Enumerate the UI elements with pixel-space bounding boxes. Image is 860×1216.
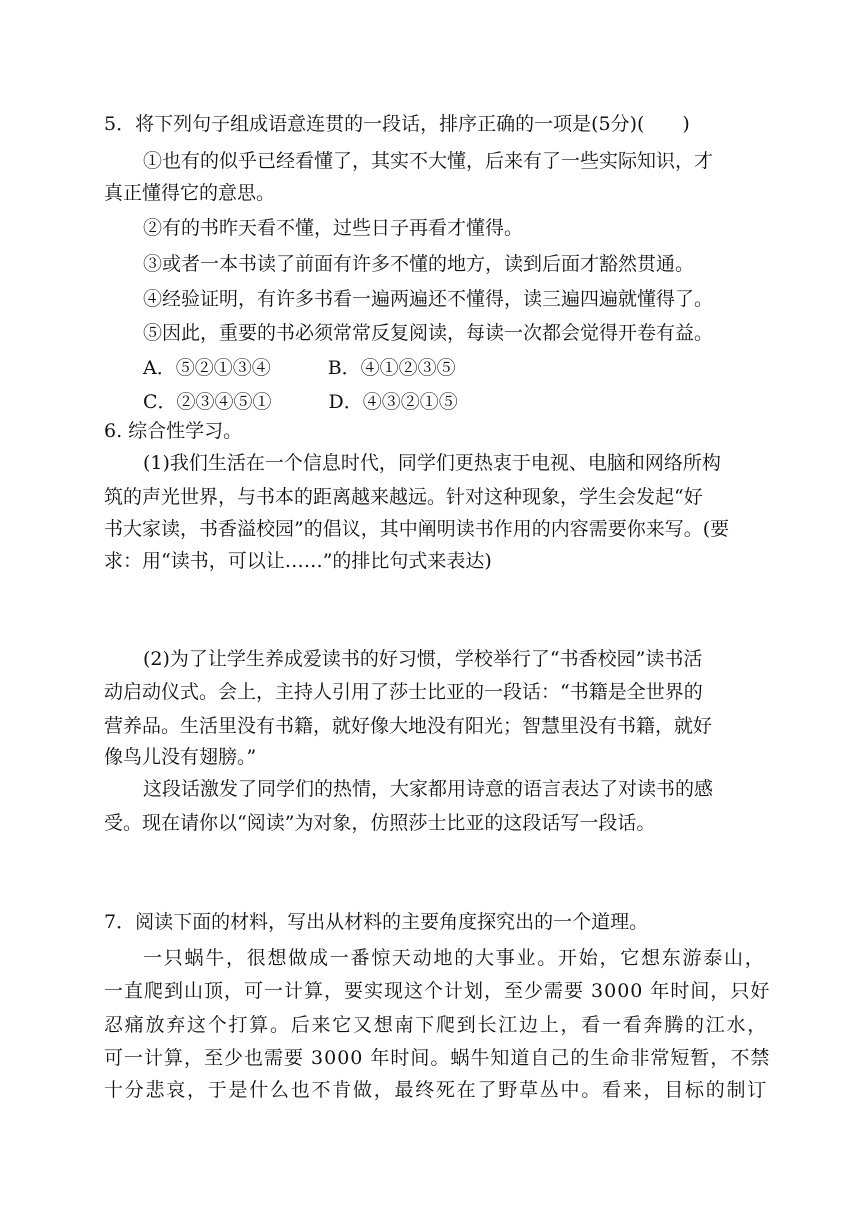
sentence-4: ④经验证明，有许多书看一遍两遍还不懂得，读三遍四遍就懂得了。: [143, 288, 714, 310]
question-6-stem: 6. 综合性学习。: [104, 420, 243, 442]
part-2-para-2-line-1: 这段话激发了同学们的热情，大家都用诗意的语言表达了对读书的感: [143, 778, 714, 800]
options-row-1: A．⑤②①③④ B．④①②③⑤: [143, 357, 456, 379]
sentence-2: ②有的书昨天看不懂，过些日子再看才懂得。: [143, 217, 524, 239]
part-1-line-1: (1)我们生活在一个信息时代，同学们更热衷于电视、电脑和网络所构: [143, 452, 721, 474]
sentence-5: ⑤因此，重要的书必须常常反复阅读，每读一次都会觉得开卷有益。: [143, 322, 714, 344]
part-2-line-3: 营养品。生活里没有书籍，就好像大地没有阳光；智慧里没有书籍，就好: [104, 715, 713, 737]
part-1-line-3: 书大家读，书香溢校园”的倡议，其中阐明读书作用的内容需要你来写。(要: [104, 518, 730, 540]
material-line-4: 可一计算，至少也需要 3000 年时间。蜗牛知道自己的生命非常短暂，不禁: [104, 1047, 771, 1069]
material-line-1: 一只蜗牛，很想做成一番惊天动地的大事业。开始，它想东游泰山，: [143, 947, 766, 969]
part-2-line-4: 像鸟儿没有翅膀。”: [104, 746, 257, 768]
part-1-line-4: 求：用“读书，可以让……”的排比句式来表达): [104, 550, 492, 572]
part-2-para-2-line-2: 受。现在请你以“阅读”为对象，仿照莎士比亚的这段话写一段话。: [104, 812, 656, 834]
sentence-3: ③或者一本书读了前面有许多不懂的地方，读到后面才豁然贯通。: [143, 253, 695, 275]
part-1-line-2: 筑的声光世界，与书本的距离越来越远。针对这种现象，学生会发起“好: [104, 486, 703, 508]
question-7-stem: 7．阅读下面的材料，写出从材料的主要角度探究出的一个道理。: [104, 911, 649, 933]
part-2-line-1: (2)为了让学生养成爱读书的好习惯，学校举行了“书香校园”读书活: [143, 648, 703, 670]
material-line-2: 一直爬到山顶，可一计算，要实现这个计划，至少需要 3000 年时间，只好: [104, 980, 771, 1002]
options-row-2: C．②③④⑤① D．④③②①⑤: [143, 391, 458, 413]
part-2-line-2: 动启动仪式。会上，主持人引用了莎士比亚的一段话：“书籍是全世界的: [104, 681, 703, 703]
question-5-stem: 5．将下列句子组成语意连贯的一段话，排序正确的一项是(5分)( ): [104, 113, 690, 135]
sentence-1-line-1: ①也有的似乎已经看懂了，其实不大懂，后来有了一些实际知识，才: [143, 150, 714, 172]
material-line-3: 忍痛放弃这个打算。后来它又想南下爬到长江边上，看一看奔腾的江水，: [104, 1014, 769, 1036]
sentence-1-line-2: 真正懂得它的意思。: [104, 182, 276, 204]
material-line-5: 十分悲哀，于是什么也不肯做，最终死在了野草丛中。看来，目标的制订: [104, 1079, 769, 1101]
